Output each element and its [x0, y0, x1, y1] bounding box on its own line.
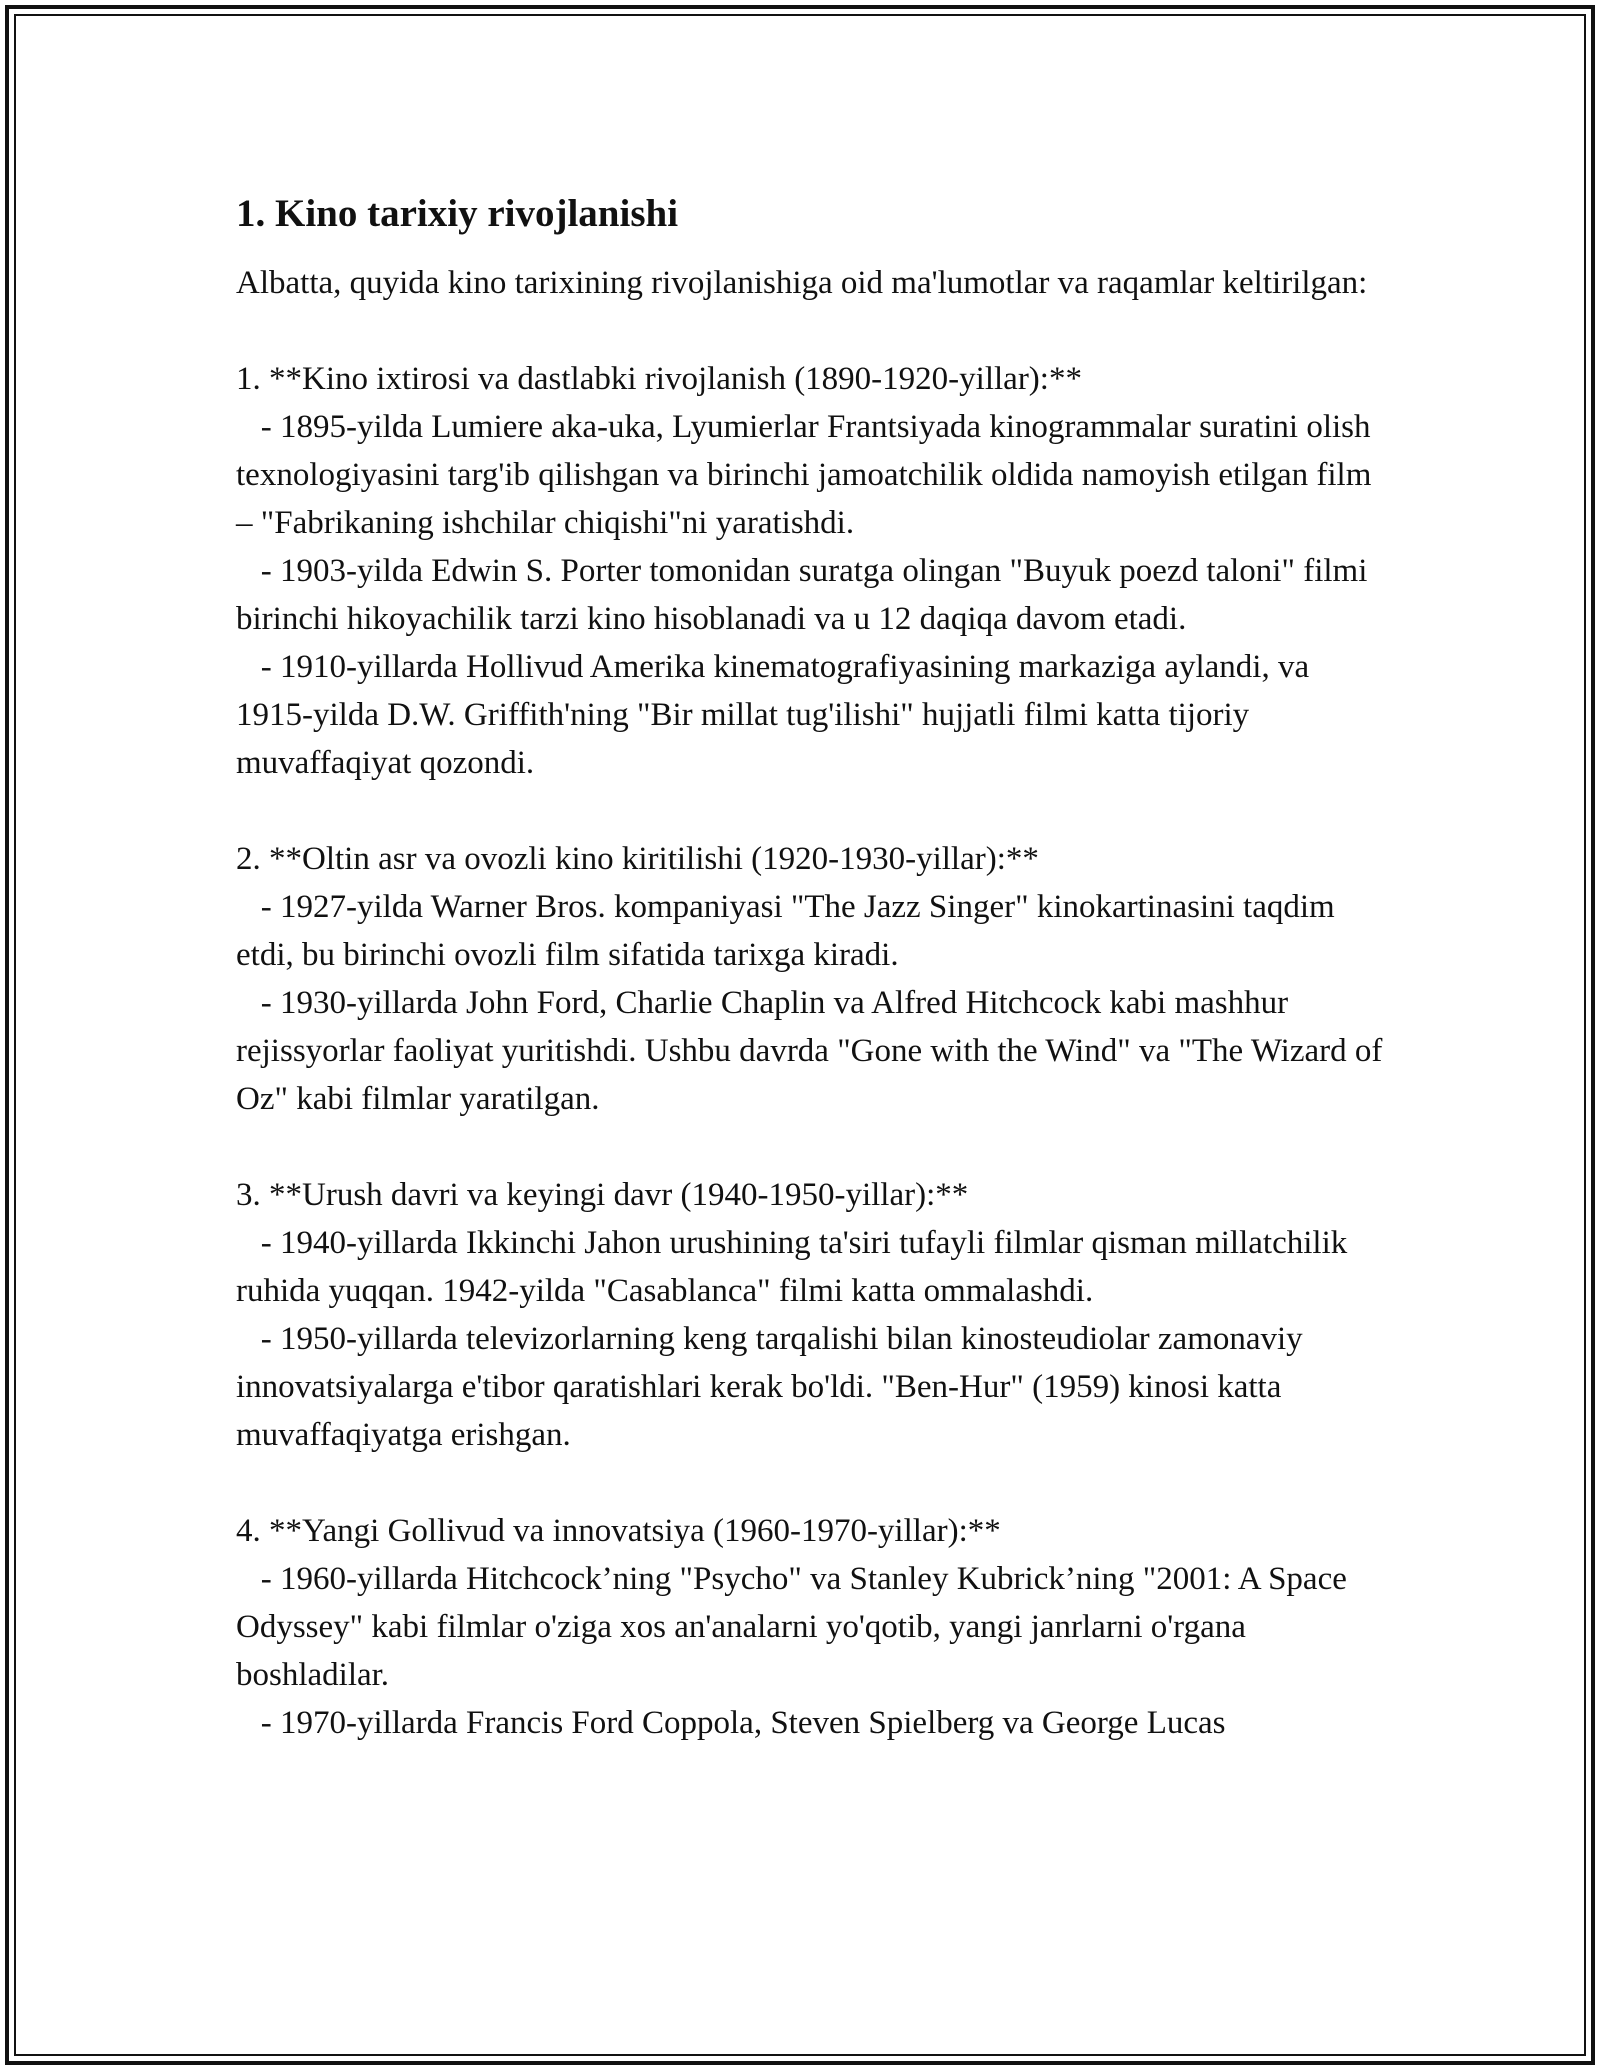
- section-title: 3. **Urush davri va keyingi davr (1940-1950-yillar):**: [236, 1177, 969, 1213]
- list-item: - 1930-yillarda John Ford, Charlie Chaplin va Alfred Hitchcock kabi mashhur rejissyorlar faoliyat yuritishdi. Ushbu davrda "Gone with the Wind" va "The Wizard of Oz" kabi filmlar yaratilgan.: [236, 985, 1391, 1117]
- intro-paragraph: Albatta, quyida kino tarixining rivojlanishiga oid ma'lumotlar va raqamlar keltirilgan:: [236, 265, 1368, 301]
- document-heading: 1. Kino tarixiy rivojlanishi: [236, 192, 679, 235]
- list-item: - 1895-yilda Lumiere aka-uka, Lyumierlar Frantsiyada kinogrammalar suratini olish texnologiyasini targ'ib qilishgan va birinchi jamoatchilik oldida namoyish etilgan film – "Fabrikaning ishchilar chiqishi"ni yaratishdi.: [236, 409, 1380, 541]
- section-title: 2. **Oltin asr va ovozli kino kiritilishi (1920-1930-yillar):**: [236, 841, 1039, 877]
- section-1: [236, 355, 1386, 787]
- list-item: - 1950-yillarda televizorlarning keng tarqalishi bilan kinosteudiolar zamonaviy innovatsiyalarga e'tibor qaratishlari kerak bo'ldi. "Ben-Hur" (1959) kinosi katta muvaffaqiyatga erishgan.: [236, 1321, 1311, 1453]
- list-item: - 1903-yilda Edwin S. Porter tomonidan suratga olingan "Buyuk poezd taloni" filmi birinchi hikoyachilik tarzi kino hisoblanadi va u 12 daqiqa davom etadi.: [236, 553, 1376, 637]
- list-item: - 1970-yillarda Francis Ford Coppola, Steven Spielberg va George Lucas: [236, 1705, 1226, 1741]
- list-item: - 1910-yillarda Hollivud Amerika kinematografiyasining markaziga aylandi, va 1915-yilda D.W. Griffith'ning "Bir millat tug'ilishi" hujjatli filmi katta tijoriy muvaffaqiyat qozondi.: [236, 649, 1318, 781]
- section-3: [236, 1171, 1386, 1459]
- section-4: [236, 1507, 1386, 1747]
- list-item: - 1960-yillarda Hitchcock’ning "Psycho" va Stanley Kubrick’ning "2001: A Space Odyssey" kabi filmlar o'ziga xos an'analarni yo'qotib, yangi janrlarni o'rgana boshladilar.: [236, 1561, 1356, 1693]
- section-title: 1. **Kino ixtirosi va dastlabki rivojlanish (1890-1920-yillar):**: [236, 361, 1082, 397]
- section-2: [236, 835, 1391, 1123]
- document-body: [236, 187, 1391, 1747]
- list-item: - 1940-yillarda Ikkinchi Jahon urushining ta'siri tufayli filmlar qisman millatchilik ruhida yuqqan. 1942-yilda "Casablanca" filmi katta ommalashdi.: [236, 1225, 1356, 1309]
- list-item: - 1927-yilda Warner Bros. kompaniyasi "The Jazz Singer" kinokartinasini taqdim etdi, bu birinchi ovozli film sifatida tarixga kiradi.: [236, 889, 1343, 973]
- section-title: 4. **Yangi Gollivud va innovatsiya (1960-1970-yillar):**: [236, 1513, 1001, 1549]
